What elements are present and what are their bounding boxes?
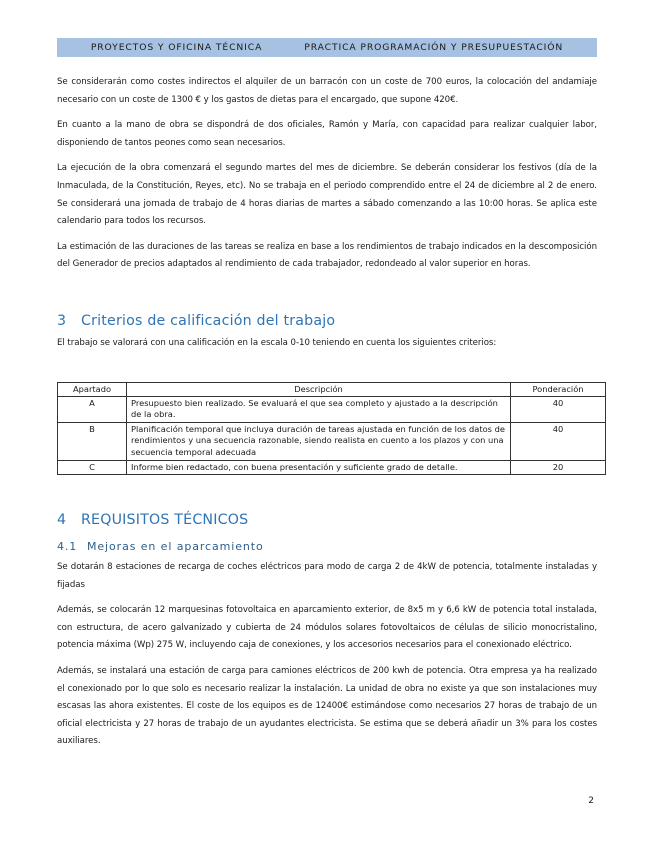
cell-apartado: A bbox=[58, 396, 127, 422]
paragraph-durations: La estimación de las duraciones de las tareas se realiza en base a los rendimientos de trabajo indicados en la descomposición del Generador de precios adaptados al rendimiento de cada trabajador, redondeado al valor superior en horas. bbox=[57, 241, 597, 270]
paragraph-indirect-costs: Se considerarán como costes indirectos el alquiler de un barracón con un coste de 700 euros, la colocación del andamiaje necesario con un coste de 1300 € y los gastos de dietas para el encargado, que supone 420€. bbox=[57, 77, 597, 105]
table-row bbox=[58, 422, 606, 460]
paragraph-truck-charger: Además, se instalará una estación de carga para camiones eléctricos de 200 kwh de potencia. Otra empresa ya ha realizado el conexionado por lo que solo es necesario realizar la instalación. La unidad de obra no existe ya que son instalaciones muy escasas las ahora existentes. El coste de los equipos es de 12400€ estimándose como necesarios 27 horas de trabajo de un oficial electricista y 27 horas de trabajo de un ayudantes electricista. Se estima que se deberá añadir un 3% para los costes auxiliares. bbox=[57, 665, 597, 747]
intro-section bbox=[57, 74, 597, 282]
section-3-heading bbox=[57, 313, 597, 329]
subsection-4-1-number: 4.1 bbox=[57, 540, 78, 553]
section-3-number: 3 bbox=[57, 313, 67, 329]
paragraph-charging-stations: Se dotarán 8 estaciones de recarga de coches eléctricos para modo de carga 2 de 4kW de potencia, totalmente instaladas y fijadas bbox=[57, 562, 597, 590]
cell-ponderacion: 20 bbox=[511, 460, 606, 475]
section-4-heading bbox=[57, 512, 597, 528]
section-4-body bbox=[57, 559, 597, 759]
subsection-4-1-title: Mejoras en el aparcamiento bbox=[87, 540, 264, 553]
header-course: PROYECTOS Y OFICINA TÉCNICA bbox=[90, 42, 263, 53]
section-3-title: Criterios de calificación del trabajo bbox=[81, 313, 336, 329]
section-3-intro: El trabajo se valorará con una calificación en la escala 0-10 teniendo en cuenta los siguientes criterios: bbox=[57, 338, 497, 348]
section-4-number: 4 bbox=[57, 512, 67, 528]
section-4-title: REQUISITOS TÉCNICOS bbox=[81, 512, 249, 528]
paragraph-labour: En cuanto a la mano de obra se dispondrá de dos oficiales, Ramón y María, con capacidad para realizar cualquier labor, disponiendo de tantos peones como sean necesarios. bbox=[57, 120, 597, 148]
header-practice: PRACTICA PROGRAMACIÓN Y PRESUPUESTACIÓN bbox=[304, 42, 564, 53]
page-header bbox=[57, 38, 597, 57]
subsection-4-1-heading bbox=[57, 540, 597, 553]
column-header-apartado: Apartado bbox=[58, 383, 127, 397]
criteria-table-wrapper bbox=[57, 382, 597, 475]
cell-descripcion: Presupuesto bien realizado. Se evaluará el que sea completo y ajustado a la descripción de la obra. bbox=[127, 396, 511, 422]
cell-ponderacion: 40 bbox=[511, 396, 606, 422]
column-header-ponderacion: Ponderación bbox=[511, 383, 606, 397]
paragraph-schedule: La ejecución de la obra comenzará el segundo martes del mes de diciembre. Se deberán considerar los festivos (día de la Inmaculada, de la Constitución, Reyes, etc). No se trabaja en el periodo comprendido entre el 24 de diciembre al 2 de enero. Se considerará una jornada de trabajo de 4 horas diarias de martes a sábado comenzando a las 10:00 horas. Se aplica este calendario para todos los recursos. bbox=[57, 163, 597, 227]
cell-ponderacion: 40 bbox=[511, 422, 606, 460]
cell-descripcion: Planificación temporal que incluya duración de tareas ajustada en función de los datos de rendimientos y una secuencia razonable, siendo realista en cuento a los plazos y con una secuencia temporal adecuada bbox=[127, 422, 511, 460]
criteria-table bbox=[57, 382, 606, 475]
column-header-descripcion: Descripción bbox=[127, 383, 511, 397]
page-number: 2 bbox=[588, 796, 594, 806]
table-header-row bbox=[58, 383, 606, 397]
table-row bbox=[58, 460, 606, 475]
cell-apartado: B bbox=[58, 422, 127, 460]
cell-descripcion: Informe bien redactado, con buena presentación y suficiente grado de detalle. bbox=[127, 460, 511, 475]
paragraph-solar-canopies: Además, se colocarán 12 marquesinas fotovoltaica en aparcamiento exterior, de 8x5 m y 6,6 kW de potencia total instalada, con estructura, de acero galvanizado y cubierta de 24 módulos solares fotovoltaicos de células de silicio monocristalino, potencia máxima (Wp) 275 W, incluyendo caja de conexiones, y los accesorios necesarios para el conexionado eléctrico. bbox=[57, 605, 597, 651]
table-row bbox=[58, 396, 606, 422]
cell-apartado: C bbox=[58, 460, 127, 475]
